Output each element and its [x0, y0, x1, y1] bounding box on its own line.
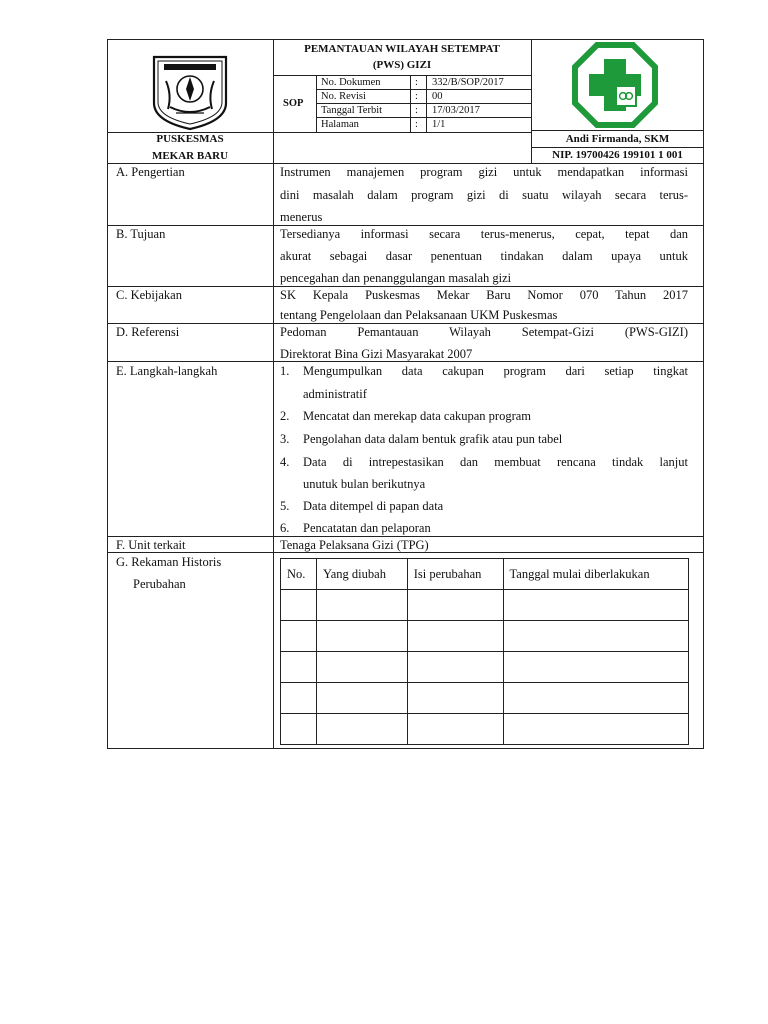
tujuan-line-1: Tersedianya informasi secara terus-menerus, cepat, tepat dan: [280, 227, 688, 241]
puskesmas-logo: [571, 41, 659, 129]
logo-bottom-line: [531, 130, 704, 131]
pengertian-line-1: Instrumen manajemen program gizi untuk mendapatkan informasi: [280, 165, 688, 179]
step-5-line-1: Data ditempel di papan data: [303, 499, 444, 513]
regional-seal-logo: [146, 51, 234, 131]
signer-name: Andi Firmanda, SKM: [565, 133, 670, 145]
section-label-rekaman-line1: G. Rekaman Historis: [116, 555, 222, 569]
meta-sep-halaman: :: [415, 119, 418, 130]
step-number-5: 5.: [280, 499, 290, 513]
table-cell: [316, 590, 407, 621]
table-cell: [281, 683, 317, 714]
label-column-divider: [273, 39, 274, 748]
meta-value-tanggal: 17/03/2017: [432, 105, 480, 116]
pengertian-line-2: dini masalah dalam program gizi di suatu wilayah secara terus-: [280, 188, 688, 202]
meta-value-dokumen: 332/B/SOP/2017: [432, 77, 504, 88]
table-row: [281, 621, 689, 652]
table-cell: [407, 621, 503, 652]
unit-value: Tenaga Pelaksana Gizi (TPG): [280, 538, 429, 552]
tujuan-line-2: akurat sebagai dasar penentuan tindakan dalam upaya untuk: [280, 249, 688, 263]
meta-row-line-1: [316, 89, 531, 90]
section-label-pengertian: A. Pengertian: [116, 165, 185, 179]
meta-sep-revisi: :: [415, 91, 418, 102]
table-cell: [407, 652, 503, 683]
section-label-kebijakan: C. Kebijakan: [116, 288, 182, 302]
meta-value-halaman: 1/1: [432, 119, 446, 130]
section-label-referensi: D. Referensi: [116, 325, 180, 339]
table-row: [281, 652, 689, 683]
table-cell: [503, 590, 688, 621]
column-header-isi-perubahan: Isi perubahan: [407, 559, 503, 590]
table-cell: [316, 652, 407, 683]
section-label-rekaman-line2: Perubahan: [133, 577, 186, 591]
step-1-line-2: administratif: [303, 387, 367, 401]
step-number-6: 6.: [280, 521, 290, 535]
table-header-row: [281, 559, 689, 590]
table-cell: [407, 683, 503, 714]
table-cell: [281, 714, 317, 745]
signer-mid-line: [531, 147, 704, 148]
sop-label: SOP: [283, 98, 304, 109]
document-title-line1: PEMANTAUAN WILAYAH SETEMPAT: [304, 43, 500, 55]
table-cell: [407, 590, 503, 621]
revision-history-table: [280, 558, 689, 745]
column-header-tanggal: Tanggal mulai diberlakukan: [503, 559, 688, 590]
step-3-line-1: Pengolahan data dalam bentuk grafik atau pun tabel: [303, 432, 563, 446]
step-number-4: 4.: [280, 455, 290, 469]
step-6-line-1: Pencatatan dan pelaporan: [303, 521, 431, 535]
kebijakan-line-2: tentang Pengelolaan dan Pelaksanaan UKM Puskesmas: [280, 308, 558, 322]
step-1-line-1: Mengumpulkan data cakupan program dari setiap tingkat: [303, 364, 688, 378]
referensi-line-2: Direktorat Bina Gizi Masyarakat 2007: [280, 347, 473, 361]
table-cell: [316, 683, 407, 714]
referensi-line-1: Pedoman Pemantauan Wilayah Setempat-Gizi (PWS-GIZI): [280, 325, 688, 339]
meta-label-dokumen: No. Dokumen: [321, 77, 381, 88]
table-cell: [503, 683, 688, 714]
document-title-line2: (PWS) GIZI: [372, 59, 432, 71]
meta-label-halaman: Halaman: [321, 119, 359, 130]
section-label-tujuan: B. Tujuan: [116, 227, 166, 241]
table-cell: [503, 652, 688, 683]
frame-top-line: [107, 39, 704, 40]
table-cell: [503, 714, 688, 745]
frame-bottom-line: [107, 748, 704, 749]
table-row: [281, 683, 689, 714]
column-header-yang-diubah: Yang diubah: [316, 559, 407, 590]
tujuan-line-3: pencegahan dan penanggulangan masalah gizi: [280, 271, 512, 285]
section-label-unit: F. Unit terkait: [116, 538, 186, 552]
pengertian-line-3: menerus: [280, 210, 323, 224]
table-cell: [281, 621, 317, 652]
regional-government-seal-icon: [146, 51, 234, 131]
meta-label-tanggal: Tanggal Terbit: [321, 105, 383, 116]
meta-value-revisi: 00: [432, 91, 443, 102]
step-4-line-1: Data di intrepestasikan dan membuat rencana tindak lanjut: [303, 455, 688, 469]
table-row: [281, 590, 689, 621]
table-cell: [281, 652, 317, 683]
meta-row-line-3: [316, 117, 531, 118]
kebijakan-line-1: SK Kepala Puskesmas Mekar Baru Nomor 070 Tahun 2017: [280, 288, 688, 302]
table-cell: [316, 714, 407, 745]
meta-sep-tanggal: :: [415, 105, 418, 116]
step-number-1: 1.: [280, 364, 290, 378]
meta-label-revisi: No. Revisi: [321, 91, 366, 102]
signer-nip: NIP. 19700426 199101 1 001: [552, 149, 683, 161]
meta-sep-dokumen: :: [415, 77, 418, 88]
step-2-line-1: Mencatat dan merekap data cakupan program: [303, 409, 532, 423]
table-cell: [503, 621, 688, 652]
table-cell: [316, 621, 407, 652]
org-name-line1: PUSKESMAS: [156, 133, 224, 145]
section-label-langkah: E. Langkah-langkah: [116, 364, 218, 378]
puskesmas-cross-logo-icon: [571, 41, 659, 129]
table-cell: [407, 714, 503, 745]
table-cell: [281, 590, 317, 621]
column-header-no: No.: [281, 559, 317, 590]
table-row: [281, 714, 689, 745]
meta-row-line-2: [316, 103, 531, 104]
step-number-3: 3.: [280, 432, 290, 446]
step-4-line-2: unutuk bulan berikutnya: [303, 477, 426, 491]
org-name-line2: MEKAR BARU: [151, 150, 229, 162]
frame-right-line: [703, 39, 704, 748]
title-bottom-line: [273, 75, 531, 76]
step-number-2: 2.: [280, 409, 290, 423]
frame-left-line: [107, 39, 108, 748]
